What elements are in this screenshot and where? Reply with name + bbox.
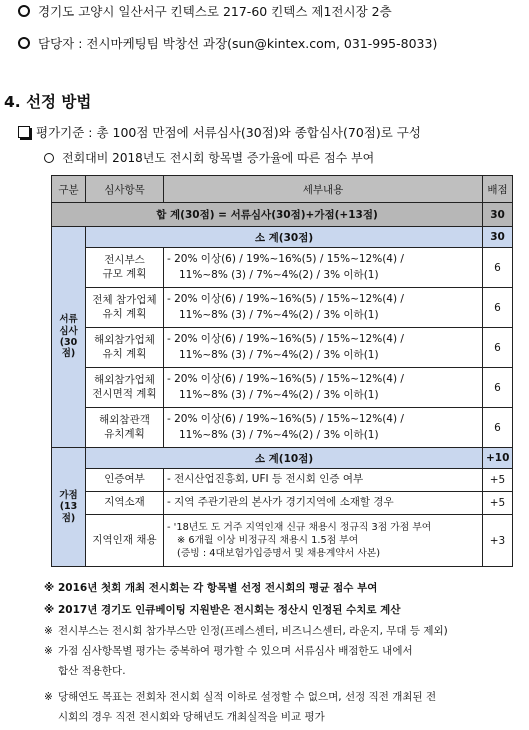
total-score: 30	[483, 203, 513, 227]
note-2: ※ 2017년 경기도 인큐베이팅 지원받은 전시회는 정산시 인정된 수치로 계산	[44, 604, 401, 616]
bonus-subtotal-score: +10	[483, 448, 513, 469]
detail-cell: - 전시산업진흥회, UFI 등 전시회 인증 여부	[164, 469, 483, 492]
bonus-subtotal-label: 소 계(10점)	[86, 448, 483, 469]
detail-cell: - '18년도 도 거주 지역인재 신규 채용시 정규직 3점 가점 부여 ※ 6개월 이상 비정규직 채용시 1.5점 부여 (증빙 : 4대보험가입증명서 및 채용계약서 사본)	[164, 515, 483, 567]
item-cell: 전체 참가업체 유치 계획	[86, 288, 164, 328]
score-cell: 6	[483, 328, 513, 368]
contact-line: 담당자 : 전시마케팅팀 박창선 과장(sun@kintex.com, 031-995-8033)	[18, 34, 437, 52]
item-cell: 지역소재	[86, 492, 164, 515]
table-row	[52, 492, 513, 515]
item-cell: 해외참가업체 전시면적 계획	[86, 368, 164, 408]
header-score: 배점	[483, 176, 513, 203]
table-row	[52, 515, 513, 567]
note-5-cont: 시회의 경우 직전 전시회와 당해년도 개최실적을 비교 평가	[58, 711, 325, 723]
score-cell: 6	[483, 288, 513, 328]
score-cell: 6	[483, 248, 513, 288]
item-cell: 해외참관객 유치계획	[86, 408, 164, 448]
score-cell: 6	[483, 408, 513, 448]
criteria-line: 평가기준 : 총 100점 만점에 서류심사(30점)와 종합심사(70점)로 구성	[18, 123, 421, 141]
section-title: 4. 선정 방법	[4, 93, 92, 111]
note-4: ※ 가점 심사항목별 평가는 중복하여 평가할 수 있으며 서류심사 배점한도 내에서	[44, 645, 413, 657]
detail-cell: - 지역 주관기관의 본사가 경기지역에 소재할 경우	[164, 492, 483, 515]
detail-cell: - 20% 이상(6) / 19%~16%(5) / 15%~12%(4) / 11%~8% (3) / 7%~4%(2) / 3% 이하(1)	[164, 248, 483, 288]
header-item: 심사항목	[86, 176, 164, 203]
detail-cell: - 20% 이상(6) / 19%~16%(5) / 15%~12%(4) / 11%~8% (3) / 7%~4%(2) / 3% 이하(1)	[164, 408, 483, 448]
circle-bullet-icon	[44, 153, 54, 163]
doc-subtotal-row	[52, 227, 513, 248]
note-4-cont: 합산 적용한다.	[58, 665, 126, 677]
bonus-group-label: 가점 (13점)	[52, 448, 86, 567]
score-cell: +5	[483, 469, 513, 492]
doc-subtotal-label: 소 계(30점)	[86, 227, 483, 248]
address-line: 경기도 고양시 일산서구 킨텍스로 217-60 킨텍스 제1전시장 2층	[18, 2, 392, 20]
evaluation-table	[51, 175, 513, 567]
detail-cell: - 20% 이상(6) / 19%~16%(5) / 15%~12%(4) / 11%~8% (3) / 7%~4%(2) / 3% 이하(1)	[164, 328, 483, 368]
header-detail: 세부내용	[164, 176, 483, 203]
item-cell: 전시부스 규모 계획	[86, 248, 164, 288]
item-cell: 해외참가업체 유치 계획	[86, 328, 164, 368]
checkbox-bullet-icon	[18, 126, 30, 138]
score-cell: +5	[483, 492, 513, 515]
detail-cell: - 20% 이상(6) / 19%~16%(5) / 15%~12%(4) / 11%~8% (3) / 7%~4%(2) / 3% 이하(1)	[164, 288, 483, 328]
table-row	[52, 328, 513, 368]
detail-cell: - 20% 이상(6) / 19%~16%(5) / 15%~12%(4) / 11%~8% (3) / 7%~4%(2) / 3% 이하(1)	[164, 368, 483, 408]
table-row	[52, 469, 513, 492]
table-row	[52, 368, 513, 408]
doc-group-label: 서류 심사 (30점)	[52, 227, 86, 448]
total-row	[52, 203, 513, 227]
table-row	[52, 288, 513, 328]
score-cell: +3	[483, 515, 513, 567]
circle-bullet-icon	[18, 5, 30, 17]
doc-subtotal-score: 30	[483, 227, 513, 248]
criteria-sub-line: 전회대비 2018년도 전시회 항목별 증가율에 따른 점수 부여	[44, 149, 374, 166]
bonus-subtotal-row	[52, 448, 513, 469]
item-cell: 인증여부	[86, 469, 164, 492]
note-5: ※ 당해연도 목표는 전회차 전시회 실적 이하로 설정할 수 없으며, 선정 직전 개최된 전	[44, 691, 437, 703]
table-row	[52, 408, 513, 448]
table-row	[52, 248, 513, 288]
total-label: 합 계(30점) = 서류심사(30점)+가점(+13점)	[52, 203, 483, 227]
item-cell: 지역인재 채용	[86, 515, 164, 567]
note-3: ※ 전시부스는 전시회 참가부스만 인정(프레스센터, 비즈니스센터, 라운지, 무대 등 제외)	[44, 625, 448, 637]
header-category: 구분	[52, 176, 86, 203]
note-1: ※ 2016년 첫회 개최 전시회는 각 항목별 선정 전시회의 평균 점수 부여	[44, 582, 378, 594]
score-cell: 6	[483, 368, 513, 408]
circle-bullet-icon	[18, 37, 30, 49]
